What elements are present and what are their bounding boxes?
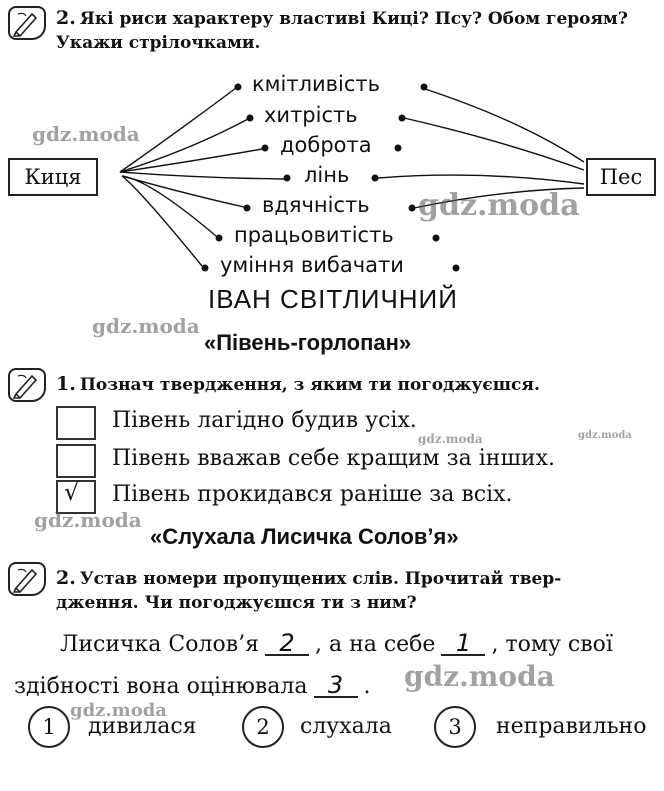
trait-pratsovytist: працьовитість xyxy=(234,223,394,247)
task3-text-line1: Устав номери пропущених слів. Прочитай твер- xyxy=(79,569,562,589)
option-number-2: 2 xyxy=(242,706,284,748)
task3-text-line2: дження. Чи погоджуєшся ти з ним? xyxy=(56,593,417,613)
answer-blank-3[interactable]: 3 xyxy=(314,674,358,698)
checkbox-statement-1[interactable] xyxy=(56,406,96,440)
pencil-icon xyxy=(8,368,46,402)
task1-number: 2. xyxy=(56,7,76,29)
option-word-1: дивилася xyxy=(88,714,197,739)
sentence-part-1: Лисичка Солов’я xyxy=(60,632,259,657)
watermark: gdz.moda xyxy=(92,314,200,338)
option-word-3: неправильно xyxy=(496,714,647,739)
watermark: gdz.moda xyxy=(34,508,142,532)
statement-1: Півень лагідно будив усіх. xyxy=(112,408,417,433)
statement-3: Півень прокидався раніше за всіх. xyxy=(112,482,513,507)
check-mark: √ xyxy=(64,478,80,506)
sentence-line-1 xyxy=(60,629,613,657)
task2-instruction xyxy=(56,372,656,397)
sentence-part-4: здібності вона оцінювала xyxy=(14,674,308,699)
trait-dobrota: доброта xyxy=(280,133,372,157)
statement-2: Півень вважав себе кращим за інших. xyxy=(112,446,555,471)
pencil-icon xyxy=(8,562,46,596)
pes-box: Пес xyxy=(586,158,656,196)
trait-khytrist: хитрість xyxy=(264,103,358,127)
trait-vdiachnist: вдячність xyxy=(262,193,370,217)
task2-number: 1. xyxy=(56,373,76,395)
watermark: gdz.moda xyxy=(578,430,632,441)
task2-text: Познач твердження, з яким ти погоджуєшся. xyxy=(79,375,540,395)
checkbox-statement-2[interactable] xyxy=(56,444,96,478)
watermark: gdz.moda xyxy=(404,660,555,693)
option-word-2: слухала xyxy=(300,714,392,739)
watermark: gdz.moda xyxy=(418,432,483,446)
sentence-part-3: , тому свої xyxy=(491,632,613,657)
story2-title: «Слухала Лисичка Солов’я» xyxy=(150,524,459,549)
watermark: gdz.moda xyxy=(32,122,140,146)
answer-blank-2[interactable]: 1 xyxy=(441,632,485,656)
trait-lin: лінь xyxy=(304,163,350,187)
option-number-3: 3 xyxy=(434,706,476,748)
answer-blank-1[interactable]: 2 xyxy=(265,632,309,656)
sentence-part-5: . xyxy=(363,674,371,699)
trait-uminnia-vybachaty: уміння вибачати xyxy=(220,253,404,277)
watermark: gdz.moda xyxy=(418,188,580,223)
option-number-1: 1 xyxy=(28,706,70,748)
sentence-line-2 xyxy=(14,671,371,699)
kytsia-box: Киця xyxy=(8,158,98,196)
task3-instruction xyxy=(56,566,656,615)
sentence-part-2: , а на себе xyxy=(314,632,436,657)
task3-number: 2. xyxy=(56,567,76,589)
trait-kmitlyvist: кмітливість xyxy=(252,72,381,96)
watermark: gdz.moda xyxy=(70,700,167,721)
story1-title: «Півень-горлопан» xyxy=(204,330,412,355)
author-name: ІВАН СВІТЛИЧНИЙ xyxy=(208,284,458,314)
task1-text: Які риси характеру властиві Киці? Псу? Обом героям? Укажи стрілочками. xyxy=(56,9,628,53)
